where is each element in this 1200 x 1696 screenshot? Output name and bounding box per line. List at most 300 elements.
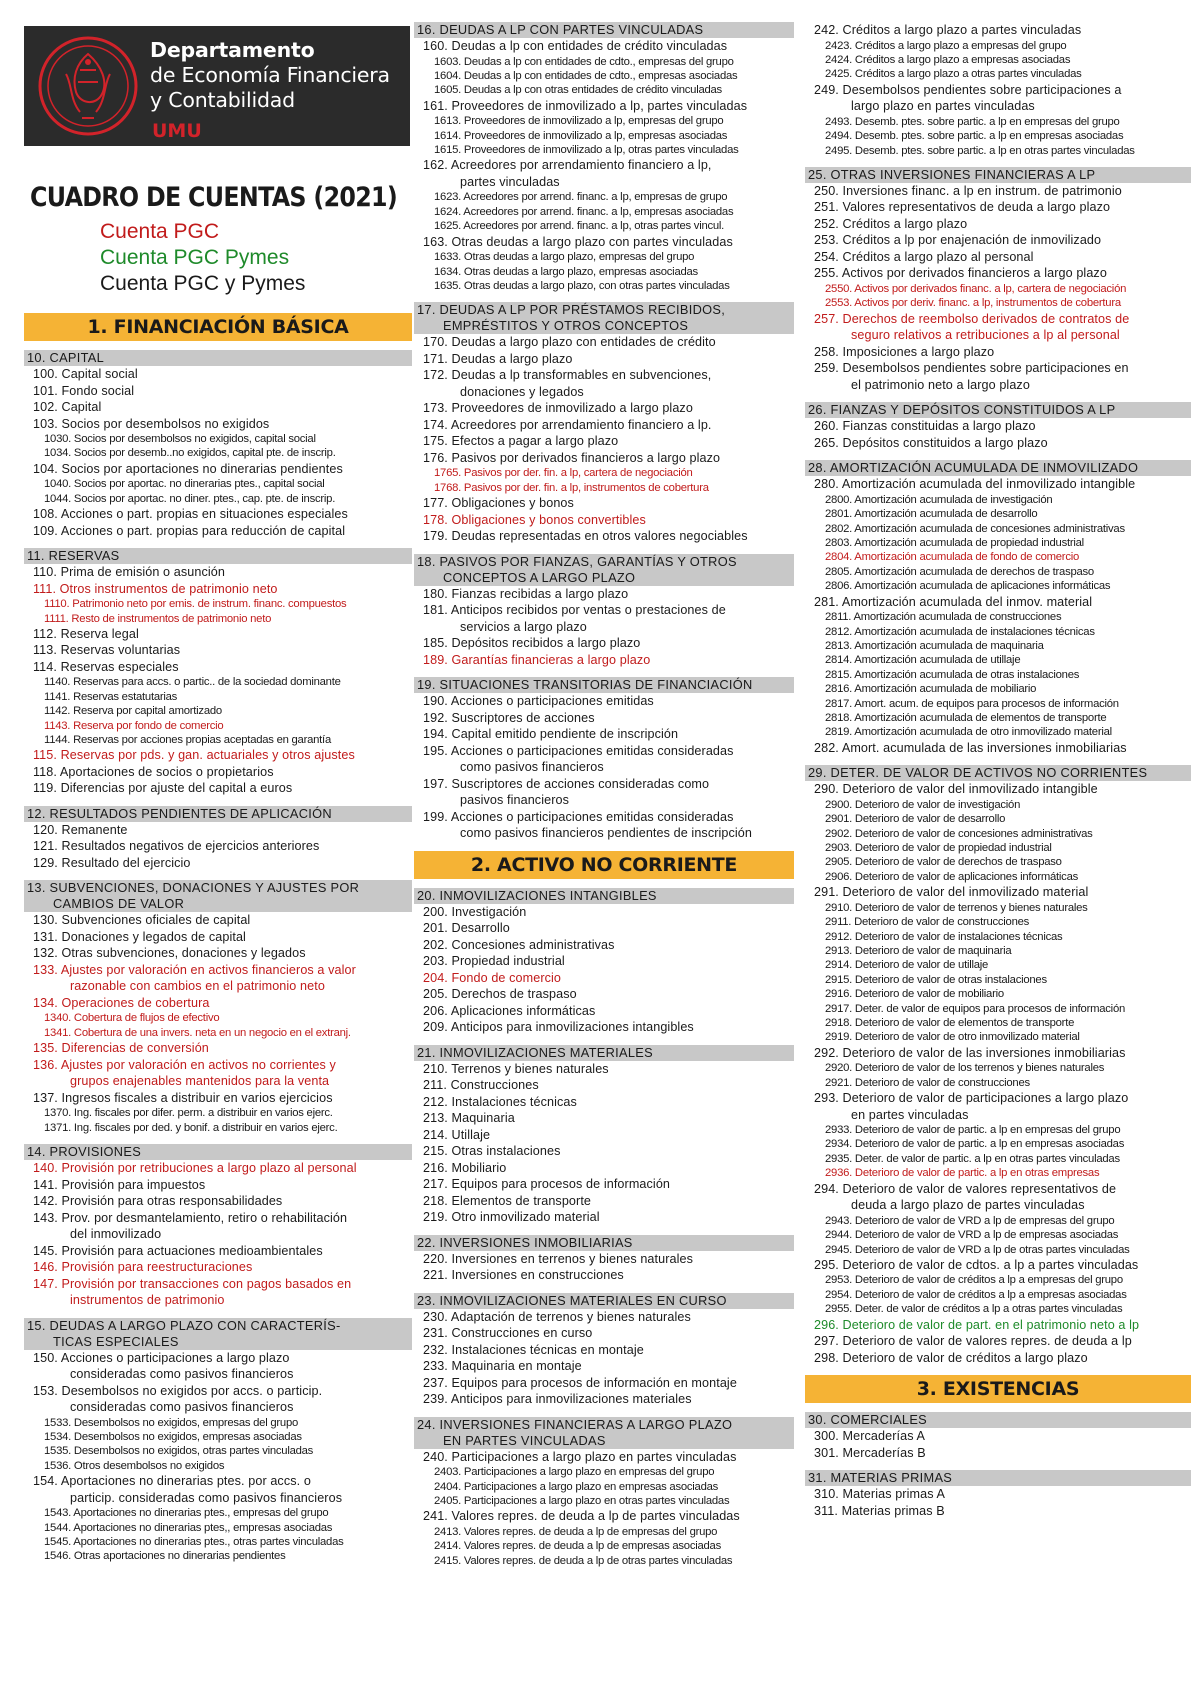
account-text: 1635. Otras deudas a largo plazo, con otras partes vinculadas: [434, 279, 730, 292]
group-header: [805, 1470, 1191, 1486]
subaccount-row: [414, 55, 794, 69]
account-row: [414, 1209, 794, 1226]
logo-line-department: Departamento: [150, 38, 315, 62]
account-text: 296. Deterioro de valor de part. en el patrimonio neto a lp: [814, 1317, 1140, 1332]
account-group: [24, 1144, 412, 1309]
group-header-line: 30. COMERCIALES: [808, 1412, 927, 1428]
account-row: [24, 1243, 412, 1260]
account-text: 2903. Deterioro de valor de propiedad industrial: [825, 841, 1052, 854]
account-text: 129. Resultado del ejercicio: [33, 855, 191, 870]
account-text: consideradas como pasivos financieros: [70, 1400, 294, 1415]
subaccount-row: [414, 1554, 794, 1568]
group-header: [414, 1293, 794, 1309]
account-text: 133. Ajustes por valoración en activos financieros a valor: [33, 962, 356, 977]
account-group: [414, 1293, 794, 1408]
account-text: 237. Equipos para procesos de información en montaje: [423, 1375, 737, 1390]
group-header-line: 23. INMOVILIZACIONES MATERIALES EN CURSO: [417, 1292, 727, 1308]
account-row: [805, 1350, 1191, 1367]
subaccount-row: [805, 901, 1191, 915]
account-text: partes vinculadas: [460, 174, 560, 189]
account-text: 1535. Desembolsos no exigidos, otras partes vinculadas: [44, 1445, 314, 1458]
account-group: [24, 350, 412, 539]
subaccount-row: [805, 682, 1191, 696]
account-text: 2936. Deterioro de valor de partic. a lp en otras empresas: [825, 1167, 1100, 1180]
account-text: 1040. Socios por aportac. no dinerarias ptes., capital social: [44, 478, 325, 491]
group-header: [414, 554, 794, 586]
account-text: 2920. Deterioro de valor de los terrenos y bienes naturales: [825, 1062, 1105, 1075]
account-text: el patrimonio neto a largo plazo: [851, 377, 1030, 392]
account-text: 295. Deterioro de valor de cdtos. a lp a partes vinculadas: [814, 1257, 1139, 1272]
account-row: [24, 1276, 412, 1309]
account-group: [24, 806, 412, 872]
account-text: 254. Créditos a largo plazo al personal: [814, 249, 1034, 264]
account-text: 1605. Deudas a lp con otras entidades de crédito vinculadas: [434, 84, 722, 97]
department-logo: [24, 26, 410, 146]
account-row: [805, 265, 1191, 282]
group-header-line: 18. PASIVOS POR FIANZAS, GARANTÍAS Y OTROS: [417, 553, 737, 569]
subaccount-row: [805, 579, 1191, 593]
account-text: 2804. Amortización acumulada de fondo de comercio: [825, 551, 1080, 564]
account-text: 112. Reserva legal: [33, 626, 139, 641]
subaccount-row: [24, 1416, 412, 1430]
account-text: 1546. Otras aportaciones no dinerarias pendientes: [44, 1550, 286, 1563]
account-text: 132. Otras subvenciones, donaciones y legados: [33, 946, 306, 961]
account-row: [24, 1210, 412, 1243]
account-row: [24, 747, 412, 764]
group-header-line: 11. RESERVAS: [27, 548, 120, 564]
account-text: 1142. Reserva por capital amortizado: [44, 705, 222, 718]
account-row: [805, 232, 1191, 249]
account-text: 1340. Cobertura de flujos de efectivo: [44, 1012, 220, 1025]
account-text: 194. Capital emitido pendiente de inscripción: [423, 727, 679, 742]
account-row: [805, 344, 1191, 361]
account-text: 2413. Valores repres. de deuda a lp de empresas del grupo: [434, 1525, 718, 1538]
account-row: [414, 1375, 794, 1392]
account-text: 103. Socios por desembolsos no exigidos: [33, 416, 270, 431]
subaccount-row: [805, 39, 1191, 53]
account-row: [805, 199, 1191, 216]
group-header-line: TICAS ESPECIALES: [53, 1333, 179, 1349]
account-text: 1768. Pasivos por der. fin. a lp, instrumentos de cobertura: [434, 481, 709, 494]
account-text: 177. Obligaciones y bonos: [423, 496, 574, 511]
account-text: 136. Ajustes por valoración en activos no corrientes y: [33, 1057, 336, 1072]
account-text: 2954. Deterioro de valor de créditos a lp a empresas asociadas: [825, 1288, 1127, 1301]
subaccount-row: [414, 1480, 794, 1494]
subaccount-row: [805, 958, 1191, 972]
account-row: [24, 962, 412, 995]
account-text: 2553. Activos por deriv. financ. a lp, instrumentos de cobertura: [825, 297, 1121, 310]
account-text: 153. Desembolsos no exigidos por accs. o particip.: [33, 1383, 323, 1398]
account-text: particip. consideradas como pasivos financieros: [70, 1490, 343, 1505]
subaccount-row: [805, 493, 1191, 507]
account-text: 1624. Acreedores por arrend. financ. a lp, empresas asociadas: [434, 205, 734, 218]
account-text: 1604. Deudas a lp con entidades de cdto., empresas asociadas: [434, 69, 738, 82]
account-text: 2933. Deterioro de valor de partic. a lp en empresas del grupo: [825, 1124, 1121, 1137]
group-header: [414, 1045, 794, 1061]
section-band: 2. ACTIVO NO CORRIENTE: [414, 851, 794, 879]
group-header: [805, 1412, 1191, 1428]
account-row: [414, 1077, 794, 1094]
account-row: [414, 157, 794, 190]
account-text: 2801. Amortización acumulada de desarrollo: [825, 508, 1038, 521]
account-text: 2403. Participaciones a largo plazo en empresas del grupo: [434, 1466, 715, 1479]
account-text: 204. Fondo de comercio: [423, 970, 562, 985]
account-text: 179. Deudas representadas en otros valores negociables: [423, 529, 748, 544]
account-row: [414, 512, 794, 529]
group-header-line: CAMBIOS DE VALOR: [53, 896, 185, 912]
account-row: [414, 1508, 794, 1525]
account-row: [805, 1445, 1191, 1462]
account-group: [805, 167, 1191, 393]
account-text: 2921. Deterioro de valor de construcciones: [825, 1076, 1030, 1089]
account-row: [24, 366, 412, 383]
account-row: [805, 1090, 1191, 1123]
subaccount-row: [24, 446, 412, 460]
subaccount-row: [805, 930, 1191, 944]
account-row: [24, 855, 412, 872]
account-row: [24, 383, 412, 400]
account-text: 213. Maquinaria: [423, 1111, 515, 1126]
account-text: 145. Provisión para actuaciones medioambientales: [33, 1243, 323, 1258]
subaccount-row: [805, 129, 1191, 143]
account-row: [414, 986, 794, 1003]
account-text: 242. Créditos a largo plazo a partes vinculadas: [814, 23, 1082, 37]
account-row: [414, 433, 794, 450]
account-row: [24, 626, 412, 643]
account-row: [414, 1267, 794, 1284]
account-row: [805, 216, 1191, 233]
account-row: [805, 781, 1191, 798]
subaccount-row: [414, 190, 794, 204]
account-row: [24, 1383, 412, 1416]
account-text: 163. Otras deudas a largo plazo con partes vinculadas: [423, 234, 733, 249]
account-text: instrumentos de patrimonio: [70, 1293, 225, 1308]
legend-both: Cuenta PGC y Pymes: [100, 272, 306, 295]
account-text: 135. Diferencias de conversión: [33, 1041, 209, 1056]
account-text: 2494. Desemb. ptes. sobre partic. a lp en empresas asociadas: [825, 130, 1124, 143]
subaccount-row: [414, 1525, 794, 1539]
account-text: 260. Fianzas constituidas a largo plazo: [814, 419, 1036, 434]
account-row: [805, 418, 1191, 435]
section-band: 3. EXISTENCIAS: [805, 1375, 1191, 1403]
color-legend: [100, 219, 412, 297]
account-text: 1614. Proveedores de inmovilizado a lp, empresas asociadas: [434, 129, 728, 142]
account-text: del inmovilizado: [70, 1227, 162, 1242]
subaccount-row: [414, 69, 794, 83]
account-row: [414, 809, 794, 842]
account-row: [414, 351, 794, 368]
account-text: 290. Deterioro de valor del inmovilizado intangible: [814, 782, 1098, 797]
account-row: [24, 659, 412, 676]
subaccount-row: [805, 915, 1191, 929]
account-text: 2425. Créditos a largo plazo a otras partes vinculadas: [825, 68, 1082, 81]
account-text: razonable con cambios en el patrimonio neto: [70, 979, 325, 994]
account-row: [24, 1057, 412, 1090]
account-text: como pasivos financieros pendientes de inscripción: [460, 826, 753, 841]
account-text: 1111. Resto de instrumentos de patrimonio neto: [44, 612, 272, 625]
account-text: 140. Provisión por retribuciones a largo plazo al personal: [33, 1161, 357, 1176]
account-text: 2493. Desemb. ptes. sobre partic. a lp en empresas del grupo: [825, 115, 1120, 128]
account-text: 209. Anticipos para inmovilizaciones intangibles: [423, 1020, 694, 1035]
subaccount-row: [805, 53, 1191, 67]
account-text: 301. Mercaderías B: [814, 1445, 926, 1460]
subaccount-row: [24, 1026, 412, 1040]
account-row: [24, 1040, 412, 1057]
account-text: 240. Participaciones a largo plazo en partes vinculadas: [423, 1449, 737, 1464]
subaccount-row: [414, 205, 794, 219]
subaccount-row: [24, 612, 412, 626]
account-text: 2913. Deterioro de valor de maquinaria: [825, 944, 1012, 957]
subaccount-row: [805, 625, 1191, 639]
subaccount-row: [24, 1549, 412, 1563]
account-text: 134. Operaciones de cobertura: [33, 995, 210, 1010]
account-text: 118. Aportaciones de socios o propietarios: [33, 764, 274, 779]
subaccount-row: [24, 1106, 412, 1120]
account-text: 291. Deterioro de valor del inmovilizado material: [814, 885, 1089, 900]
account-row: [414, 1309, 794, 1326]
account-row: [414, 417, 794, 434]
account-text: donaciones y legados: [460, 384, 584, 399]
account-row: [414, 1193, 794, 1210]
account-row: [805, 476, 1191, 493]
subaccount-row: [414, 219, 794, 233]
account-row: [24, 523, 412, 540]
account-text: 2902. Deterioro de valor de concesiones administrativas: [825, 827, 1093, 840]
subaccount-row: [24, 1430, 412, 1444]
account-row: [24, 1193, 412, 1210]
subaccount-row: [24, 597, 412, 611]
account-text: 172. Deudas a lp transformables en subvenciones,: [423, 368, 712, 383]
subaccount-row: [24, 1521, 412, 1535]
subaccount-row: [805, 507, 1191, 521]
subaccount-row: [805, 1137, 1191, 1151]
account-text: 211. Construcciones: [423, 1078, 539, 1093]
group-header: [24, 350, 412, 366]
column-2: [414, 22, 794, 1568]
account-text: 233. Maquinaria en montaje: [423, 1359, 582, 1374]
subaccount-row: [805, 1273, 1191, 1287]
account-row: [24, 1259, 412, 1276]
section-band: 1. FINANCIACIÓN BÁSICA: [24, 313, 412, 341]
account-row: [414, 920, 794, 937]
account-text: 2805. Amortización acumulada de derechos de traspaso: [825, 565, 1094, 578]
account-text: 251. Valores representativos de deuda a largo plazo: [814, 200, 1111, 215]
account-text: 143. Prov. por desmantelamiento, retiro o rehabilitación: [33, 1210, 348, 1225]
subaccount-row: [414, 279, 794, 293]
account-row: [414, 586, 794, 603]
group-header-line: 17. DEUDAS A LP POR PRÉSTAMOS RECIBIDOS,: [417, 302, 726, 318]
group-header: [414, 1417, 794, 1449]
account-text: 2912. Deterioro de valor de instalaciones técnicas: [825, 930, 1063, 943]
account-text: deuda a largo plazo de partes vinculadas: [851, 1198, 1085, 1213]
account-text: 2901. Deterioro de valor de desarrollo: [825, 813, 1006, 826]
account-text: 1044. Socios por aportac. no diner. ptes., cap. pte. de inscrip.: [44, 492, 336, 505]
account-row: [414, 98, 794, 115]
account-text: 2934. Deterioro de valor de partic. a lp en empresas asociadas: [825, 1138, 1125, 1151]
account-text: 298. Deterioro de valor de créditos a largo plazo: [814, 1350, 1088, 1365]
account-text: 102. Capital: [33, 400, 102, 414]
account-text: 181. Anticipos recibidos por ventas o prestaciones de: [423, 603, 726, 618]
account-group-continued: [805, 22, 1191, 158]
column-3: [805, 22, 1191, 1519]
group-header: [414, 677, 794, 693]
account-text: 259. Desembolsos pendientes sobre participaciones en: [814, 361, 1129, 376]
account-text: 2943. Deterioro de valor de VRD a lp de empresas del grupo: [825, 1214, 1115, 1227]
account-row: [414, 1325, 794, 1342]
subaccount-row: [24, 477, 412, 491]
group-header-line: 14. PROVISIONES: [27, 1144, 142, 1160]
account-text: seguro relativos a retribuciones a lp al personal: [851, 328, 1120, 343]
account-text: 2917. Deter. de valor de equipos para procesos de información: [825, 1002, 1126, 1015]
group-header-line: CONCEPTOS A LARGO PLAZO: [443, 569, 636, 585]
account-text: 252. Créditos a largo plazo: [814, 216, 968, 231]
account-text: 185. Depósitos recibidos a largo plazo: [423, 636, 641, 651]
account-text: 111. Otros instrumentos de patrimonio neto: [33, 581, 278, 596]
account-text: 2803. Amortización acumulada de propiedad industrial: [825, 536, 1084, 549]
account-text: 257. Derechos de reembolso derivados de contratos de: [814, 311, 1130, 326]
subaccount-row: [24, 675, 412, 689]
account-text: 1603. Deudas a lp con entidades de cdto., empresas del grupo: [434, 55, 734, 68]
account-text: 178. Obligaciones y bonos convertibles: [423, 512, 646, 527]
account-row: [414, 1061, 794, 1078]
account-text: 174. Acreedores por arrendamiento financiero a lp.: [423, 417, 712, 432]
account-row: [414, 776, 794, 809]
subaccount-row: [805, 1123, 1191, 1137]
account-group: [805, 460, 1191, 756]
account-group: [414, 1235, 794, 1284]
account-text: 2918. Deterioro de valor de elementos de transporte: [825, 1016, 1075, 1029]
account-text: 109. Acciones o part. propias para reducción de capital: [33, 523, 346, 538]
subaccount-row: [805, 550, 1191, 564]
subaccount-row: [805, 1016, 1191, 1030]
account-text: 2423. Créditos a largo plazo a empresas del grupo: [825, 39, 1067, 52]
account-text: 2953. Deterioro de valor de créditos a lp a empresas del grupo: [825, 1274, 1123, 1287]
group-header-line: EMPRÉSTITOS Y OTROS CONCEPTOS: [443, 318, 689, 334]
account-text: 141. Provisión para impuestos: [33, 1177, 206, 1192]
account-text: 2806. Amortización acumulada de aplicaciones informáticas: [825, 580, 1111, 593]
account-row: [414, 710, 794, 727]
account-row: [24, 1090, 412, 1107]
subaccount-row: [24, 492, 412, 506]
account-text: 114. Reservas especiales: [33, 659, 179, 674]
subaccount-row: [414, 1465, 794, 1479]
account-row: [414, 904, 794, 921]
account-text: 2817. Amort. acum. de equipos para procesos de información: [825, 697, 1119, 710]
account-text: 220. Inversiones en terrenos y bienes naturales: [423, 1251, 694, 1266]
account-row: [414, 1127, 794, 1144]
account-row: [24, 822, 412, 839]
account-text: 200. Investigación: [423, 904, 527, 919]
account-row: [414, 1449, 794, 1466]
account-row: [805, 1257, 1191, 1274]
legend-pymes: Cuenta PGC Pymes: [100, 246, 290, 269]
account-text: 1110. Patrimonio neto por emis. de instrum. financ. compuestos: [44, 598, 347, 611]
account-text: en partes vinculadas: [851, 1107, 969, 1122]
group-header-line: 12. RESULTADOS PENDIENTES DE APLICACIÓN: [27, 805, 332, 821]
group-header: [805, 402, 1191, 418]
account-row: [805, 360, 1191, 393]
account-text: 147. Provisión por transacciones con pagos basados en: [33, 1276, 352, 1291]
account-text: 2916. Deterioro de valor de mobiliario: [825, 988, 1004, 1001]
group-header: [805, 765, 1191, 781]
account-text: 218. Elementos de transporte: [423, 1193, 592, 1208]
account-text: 253. Créditos a lp por enajenación de inmovilizado: [814, 233, 1102, 248]
account-text: 281. Amortización acumulada del inmov. material: [814, 594, 1093, 609]
account-row: [414, 38, 794, 55]
account-row: [805, 1428, 1191, 1445]
subaccount-row: [805, 1076, 1191, 1090]
account-row: [24, 416, 412, 433]
account-row: [805, 311, 1191, 344]
account-text: 215. Otras instalaciones: [423, 1144, 561, 1159]
subaccount-row: [24, 690, 412, 704]
account-text: 2404. Participaciones a largo plazo en empresas asociadas: [434, 1480, 719, 1493]
account-text: 2900. Deterioro de valor de investigación: [825, 798, 1021, 811]
account-group: [414, 888, 794, 1036]
account-text: 1765. Pasivos por der. fin. a lp, cartera de negociación: [434, 467, 693, 480]
group-header-line: 16. DEUDAS A LP CON PARTES VINCULADAS: [417, 22, 704, 37]
account-text: 230. Adaptación de terrenos y bienes naturales: [423, 1309, 691, 1324]
account-text: 2945. Deterioro de valor de VRD a lp de otras partes vinculadas: [825, 1243, 1130, 1256]
account-group: [414, 1045, 794, 1226]
account-group: [805, 1470, 1191, 1519]
account-text: 1545. Aportaciones no dinerarias ptes., otras partes vinculadas: [44, 1536, 344, 1549]
group-header-line: EN PARTES VINCULADAS: [443, 1432, 606, 1448]
account-text: 2910. Deterioro de valor de terrenos y bienes naturales: [825, 901, 1088, 914]
account-text: 150. Acciones o participaciones a largo plazo: [33, 1350, 290, 1365]
account-group: [24, 548, 412, 797]
subaccount-row: [414, 481, 794, 495]
group-header-line: 21. INMOVILIZACIONES MATERIALES: [417, 1044, 653, 1060]
account-text: 190. Acciones o participaciones emitidas: [423, 694, 654, 709]
account-text: 1633. Otras deudas a largo plazo, empresas del grupo: [434, 251, 695, 264]
subaccount-row: [805, 1002, 1191, 1016]
subaccount-row: [805, 1228, 1191, 1242]
subaccount-row: [24, 1535, 412, 1549]
account-text: 197. Suscriptores de acciones consideradas como: [423, 776, 710, 791]
account-text: 2800. Amortización acumulada de investigación: [825, 493, 1053, 506]
account-row: [805, 1486, 1191, 1503]
subaccount-row: [805, 522, 1191, 536]
subaccount-row: [805, 798, 1191, 812]
subaccount-row: [24, 719, 412, 733]
account-text: 2405. Participaciones a largo plazo en otras partes vinculadas: [434, 1495, 730, 1507]
account-text: 1613. Proveedores de inmovilizado a lp, empresas del grupo: [434, 115, 724, 128]
subaccount-row: [805, 1061, 1191, 1075]
account-row: [805, 1181, 1191, 1214]
account-row: [805, 1317, 1191, 1334]
account-row: [24, 838, 412, 855]
subaccount-row: [805, 1030, 1191, 1044]
account-text: 1634. Otras deudas a largo plazo, empresas asociadas: [434, 265, 698, 278]
group-header-line: 25. OTRAS INVERSIONES FINANCIERAS A LP: [808, 166, 1096, 182]
group-header: [24, 1144, 412, 1160]
account-text: 293. Deterioro de valor de participaciones a largo plazo: [814, 1091, 1129, 1106]
account-text: 280. Amortización acumulada del inmovilizado intangible: [814, 477, 1136, 492]
subaccount-row: [805, 610, 1191, 624]
account-text: 310. Materias primas A: [814, 1487, 945, 1502]
subaccount-row: [24, 432, 412, 446]
account-text: 1533. Desembolsos no exigidos, empresas del grupo: [44, 1416, 299, 1429]
account-text: 100. Capital social: [33, 367, 138, 381]
account-text: 2914. Deterioro de valor de utillaje: [825, 959, 989, 972]
account-row: [24, 1177, 412, 1194]
account-row: [414, 1251, 794, 1268]
account-group: [414, 302, 794, 544]
subaccount-row: [414, 265, 794, 279]
account-group: [414, 22, 794, 293]
account-row: [24, 929, 412, 946]
